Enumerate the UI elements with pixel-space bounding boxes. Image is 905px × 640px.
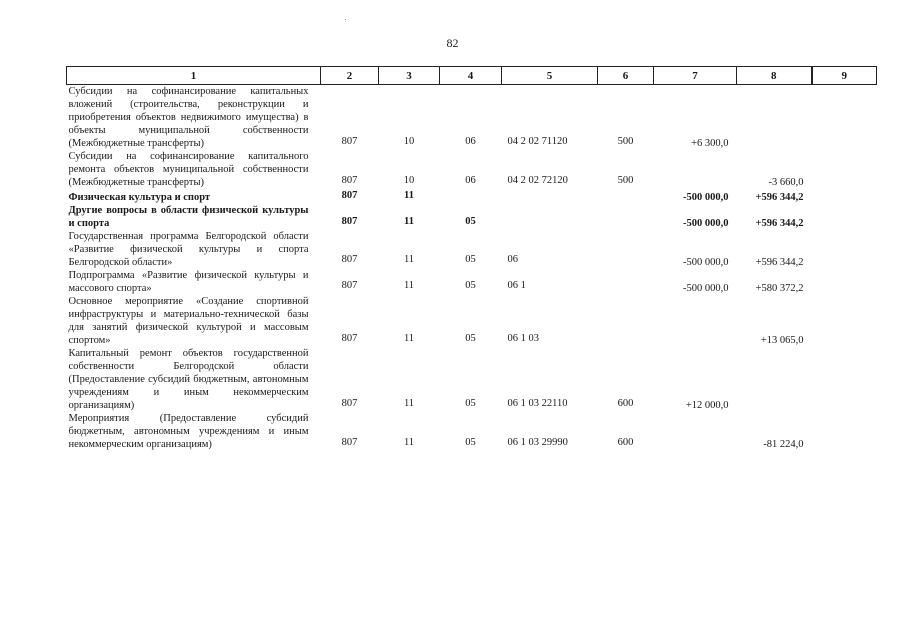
expense-type-cell xyxy=(598,189,654,204)
amount-col8-cell: +13 065,0 xyxy=(760,335,804,346)
subsection-code-cell: 05 xyxy=(465,333,476,344)
target-code-cell: 04 2 02 72120 xyxy=(507,175,568,186)
table-row xyxy=(67,189,877,204)
subsection-code-cell: 05 xyxy=(465,398,476,409)
target-code-cell: 06 xyxy=(507,254,518,265)
subsection-code-cell: 06 xyxy=(465,136,476,147)
row-name-cell: Другие вопросы в области физической культуры и спорта xyxy=(68,205,309,229)
ministry-code-cell: 807 xyxy=(341,398,358,409)
table-row xyxy=(67,85,877,151)
amount-col8-cell: -81 224,0 xyxy=(763,439,804,450)
row-name-cell: Мероприятия (Предоставление субсидий бюджетным, автономным учреждениям и иным некоммерческим организациям) xyxy=(68,413,309,450)
table-header xyxy=(67,67,877,85)
amount-col7-cell: -500 000,0 xyxy=(683,218,729,229)
amount-col9-cell xyxy=(812,412,877,451)
amount-col8-cell: +596 344,2 xyxy=(755,257,804,268)
table-row xyxy=(67,204,877,230)
target-code-cell xyxy=(502,204,598,230)
table-row xyxy=(67,412,877,451)
row-name-cell: Государственная программа Белгородской области «Развитие физической культуры и спорта Белгородской области» xyxy=(68,231,309,268)
target-code-cell: 06 1 03 xyxy=(507,333,539,344)
scan-speck xyxy=(345,19,346,20)
expense-type-cell xyxy=(598,230,654,269)
row-name-cell: Субсидии на софинансирование капитальных вложений (строительства, реконструкции и приобретения объектов недвижимого имущества) в объекты муниципальной собственности (Межбюджетные трансферты) xyxy=(68,86,309,149)
subsection-code-cell: 05 xyxy=(465,437,476,448)
ministry-code-cell: 807 xyxy=(341,216,358,227)
target-code-cell: 06 1 03 22110 xyxy=(507,398,568,409)
section-code-cell: 11 xyxy=(404,216,414,227)
expense-type-cell xyxy=(598,295,654,347)
amount-col9-cell xyxy=(812,85,877,151)
section-code-cell: 11 xyxy=(403,398,415,409)
ministry-code-cell: 807 xyxy=(341,175,358,186)
expense-type-cell xyxy=(598,204,654,230)
amount-col8-cell: +596 344,2 xyxy=(755,192,804,203)
amount-col9-cell xyxy=(812,347,877,412)
ministry-code-cell: 807 xyxy=(341,136,358,147)
amount-col9-cell xyxy=(812,204,877,230)
subsection-code-cell: 05 xyxy=(465,254,476,265)
table-row xyxy=(67,347,877,412)
amount-col7-cell: -500 000,0 xyxy=(683,192,729,203)
amount-col7-cell: +6 300,0 xyxy=(691,138,729,149)
column-header: 3 xyxy=(379,67,440,85)
amount-col8-cell xyxy=(737,347,812,412)
row-name-cell: Основное мероприятие «Создание спортивной инфраструктуры и материально-технической базы для занятий физической культурой и массовым спортом» xyxy=(68,296,309,346)
row-name-cell: Подпрограмма «Развитие физической культуры и массового спорта» xyxy=(68,270,309,294)
section-code-cell: 10 xyxy=(403,136,415,147)
amount-col9-cell xyxy=(812,295,877,347)
section-code-cell: 10 xyxy=(403,175,415,186)
table-row xyxy=(67,269,877,295)
row-name-cell: Капитальный ремонт объектов государственной собственности Белгородской области (Предоставление субсидий бюджетным, автономным учреждениям и иным некоммерческим организациям) xyxy=(68,348,309,411)
table-row xyxy=(67,150,877,189)
page-number: 82 xyxy=(446,36,459,50)
ministry-code-cell: 807 xyxy=(341,254,358,265)
column-header: 5 xyxy=(502,67,598,85)
table-row xyxy=(67,295,877,347)
ministry-code-cell: 807 xyxy=(341,333,358,344)
row-name-cell: Физическая культура и спорт xyxy=(68,192,211,203)
table-body xyxy=(67,85,877,452)
expense-type-cell: 500 xyxy=(617,136,634,147)
section-code-cell: 11 xyxy=(403,437,415,448)
amount-col8-cell: -3 660,0 xyxy=(768,177,804,188)
expense-type-cell: 600 xyxy=(617,398,634,409)
amount-col7-cell xyxy=(654,295,737,347)
ministry-code-cell: 807 xyxy=(341,437,358,448)
row-name-cell: Субсидии на софинансирование капитального ремонта объектов муниципальной собственности (Межбюджетные трансферты) xyxy=(68,151,309,188)
column-header: 9 xyxy=(812,67,877,85)
amount-col8-cell: +596 344,2 xyxy=(755,218,804,229)
subsection-code-cell: 06 xyxy=(465,175,476,186)
column-header: 1 xyxy=(67,67,321,85)
header-row xyxy=(67,67,877,85)
target-code-cell: 06 1 xyxy=(507,280,526,291)
target-code-cell xyxy=(502,189,598,204)
amount-col8-cell: +580 372,2 xyxy=(755,283,804,294)
budget-table xyxy=(66,66,877,451)
amount-col7-cell xyxy=(654,150,737,189)
expense-type-cell: 600 xyxy=(617,437,634,448)
amount-col7-cell xyxy=(654,412,737,451)
column-header: 2 xyxy=(321,67,379,85)
column-header: 4 xyxy=(440,67,502,85)
section-code-cell: 11 xyxy=(403,280,415,291)
amount-col7-cell: -500 000,0 xyxy=(683,283,729,294)
section-code-cell: 11 xyxy=(403,254,415,265)
amount-col9-cell xyxy=(812,150,877,189)
ministry-code-cell: 807 xyxy=(341,190,358,201)
amount-col8-cell xyxy=(737,85,812,151)
amount-col7-cell: -500 000,0 xyxy=(683,257,729,268)
section-code-cell: 11 xyxy=(404,190,414,201)
target-code-cell: 06 1 03 29990 xyxy=(507,437,568,448)
table-row xyxy=(67,230,877,269)
amount-col9-cell xyxy=(812,230,877,269)
subsection-code-cell: 05 xyxy=(465,216,476,227)
amount-col9-cell xyxy=(812,189,877,204)
subsection-code-cell xyxy=(440,189,502,204)
expense-type-cell: 500 xyxy=(617,175,634,186)
column-header: 6 xyxy=(598,67,654,85)
column-header: 8 xyxy=(737,67,812,85)
column-header: 7 xyxy=(654,67,737,85)
target-code-cell: 04 2 02 71120 xyxy=(507,136,568,147)
ministry-code-cell: 807 xyxy=(341,280,358,291)
expense-type-cell xyxy=(598,269,654,295)
amount-col7-cell: +12 000,0 xyxy=(685,400,729,411)
section-code-cell: 11 xyxy=(403,333,415,344)
subsection-code-cell: 05 xyxy=(465,280,476,291)
amount-col9-cell xyxy=(812,269,877,295)
